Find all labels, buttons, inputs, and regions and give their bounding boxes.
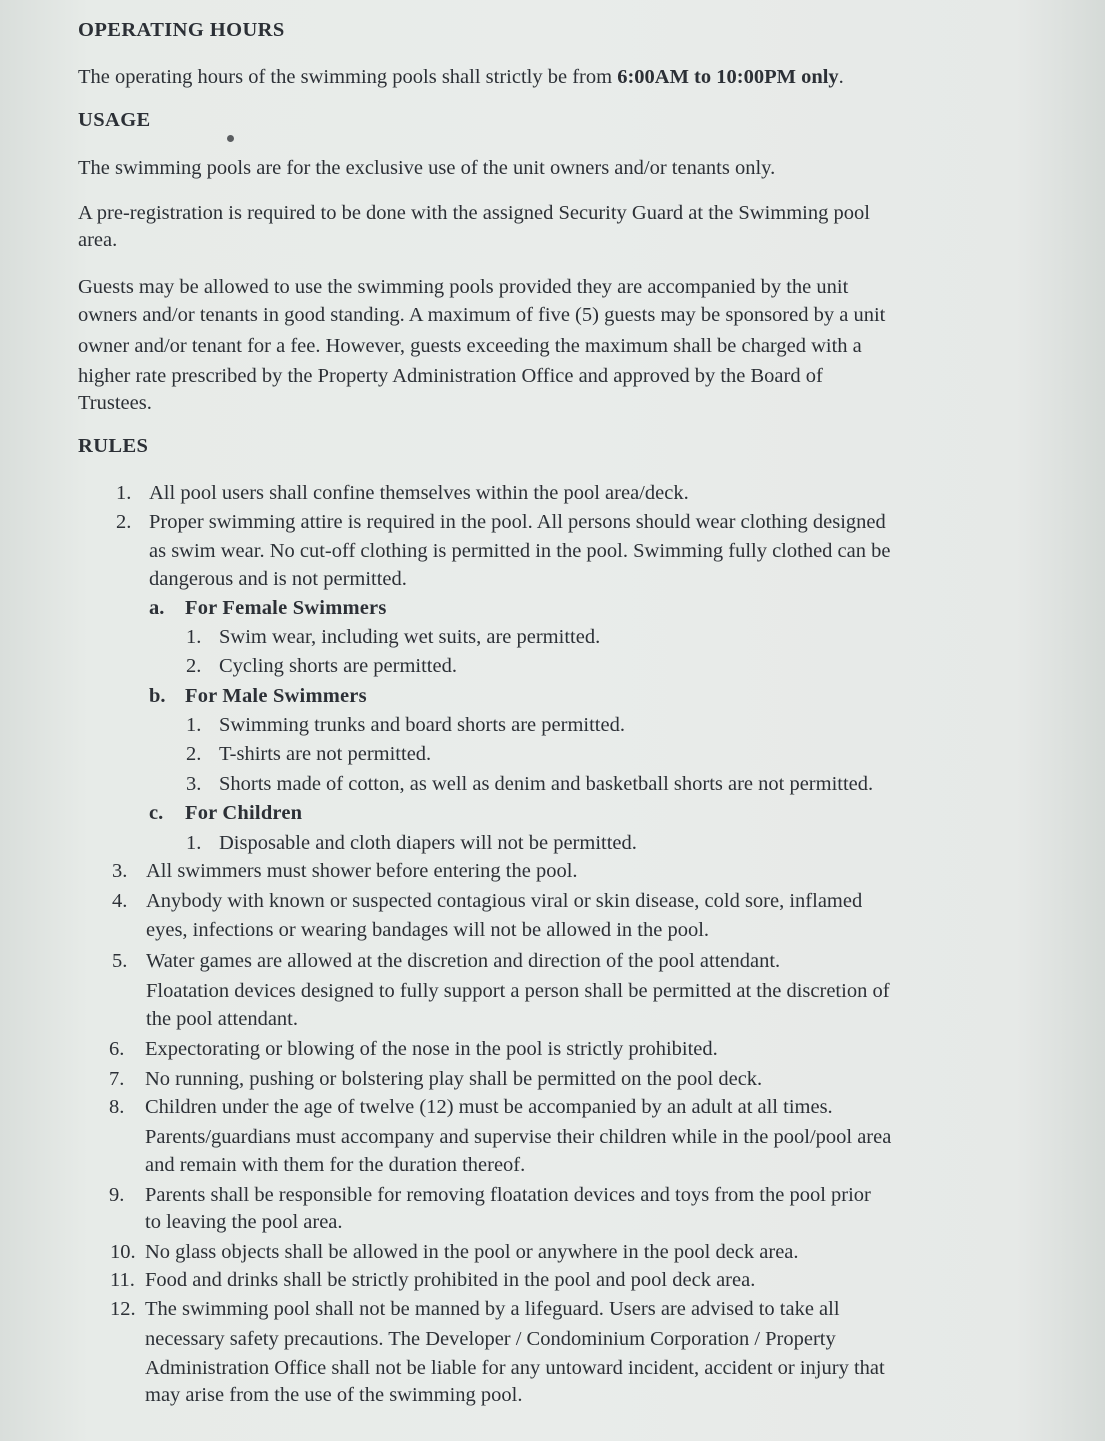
heading-operating-hours: OPERATING HOURS [78, 19, 285, 41]
rule-10: No glass objects shall be allowed in the pool or anywhere in the pool deck area. [145, 1241, 799, 1263]
rule-number: 10. [110, 1241, 136, 1263]
rule-8-line-3: and remain with them for the duration thereof. [145, 1154, 526, 1176]
rule-4-line-1: Anybody with known or suspected contagious viral or skin disease, cold sore, inflamed [146, 890, 863, 912]
rule-12-line-1: The swimming pool shall not be manned by a lifeguard. Users are advised to take all [145, 1298, 840, 1320]
rule-8-line-2: Parents/guardians must accompany and supervise their children while in the pool/pool area [145, 1126, 892, 1148]
rule-11: Food and drinks shall be strictly prohibited in the pool and pool deck area. [145, 1269, 756, 1291]
sub-marker: c. [149, 802, 164, 824]
ink-speck [227, 135, 234, 142]
rule-number: 5. [112, 950, 128, 972]
rule-5-line-2: Floatation devices designed to fully support a person shall be permitted at the discretion of [146, 980, 890, 1002]
rule-6: Expectorating or blowing of the nose in the pool is strictly prohibited. [145, 1038, 718, 1060]
subheading-female-swimmers: For Female Swimmers [185, 597, 387, 619]
sub-marker: b. [149, 685, 166, 707]
rule-9-line-1: Parents shall be responsible for removing floatation devices and toys from the pool prior [145, 1184, 871, 1206]
rule-2-line-2: as swim wear. No cut-off clothing is permitted in the pool. Swimming fully clothed can be [149, 540, 891, 562]
rule-number: 12. [110, 1298, 136, 1320]
rule-7: No running, pushing or bolstering play shall be permitted on the pool deck. [145, 1068, 763, 1090]
sub-marker: a. [149, 597, 165, 619]
operating-hours-suffix: . [838, 66, 844, 88]
heading-rules: RULES [78, 435, 149, 457]
usage-paragraph-2-line-2: area. [78, 229, 118, 251]
rule-number: 8. [109, 1096, 125, 1118]
subheading-male-swimmers: For Male Swimmers [185, 685, 367, 707]
operating-hours-times: 6:00AM to 10:00PM only [617, 66, 839, 88]
sub-item-number: 1. [186, 832, 202, 854]
usage-paragraph-3-line-4: higher rate prescribed by the Property Administration Office and approved by the Board of [78, 365, 823, 387]
rule-number: 3. [112, 860, 128, 882]
rule-5-line-3: the pool attendant. [146, 1008, 298, 1030]
rule-number: 4. [112, 890, 128, 912]
rule-number: 11. [110, 1269, 135, 1291]
usage-paragraph-3-line-3: owner and/or tenant for a fee. However, guests exceeding the maximum shall be charged with a [78, 335, 862, 357]
female-item-1: Swim wear, including wet suits, are permitted. [219, 626, 601, 648]
usage-paragraph-3-line-1: Guests may be allowed to use the swimming pools provided they are accompanied by the unit [78, 276, 849, 298]
rule-number: 1. [116, 482, 132, 504]
female-item-2: Cycling shorts are permitted. [219, 655, 457, 677]
rule-number: 9. [109, 1184, 125, 1206]
sub-item-number: 2. [186, 743, 202, 765]
rule-12-line-2: necessary safety precautions. The Developer / Condominium Corporation / Property [145, 1328, 836, 1350]
sub-item-number: 3. [186, 773, 202, 795]
rule-number: 7. [109, 1068, 125, 1090]
sub-item-number: 1. [186, 626, 202, 648]
rule-12-line-3: Administration Office shall not be liable for any untoward incident, accident or injury that [145, 1357, 885, 1379]
male-item-3: Shorts made of cotton, as well as denim and basketball shorts are not permitted. [219, 773, 874, 795]
usage-paragraph-3-line-2: owners and/or tenants in good standing. A maximum of five (5) guests may be sponsored by a unit [78, 304, 886, 326]
rule-12-line-4: may arise from the use of the swimming pool. [145, 1384, 523, 1406]
operating-hours-prefix: The operating hours of the swimming pools shall strictly be from [78, 66, 613, 88]
heading-usage: USAGE [78, 109, 151, 131]
subheading-children: For Children [185, 802, 303, 824]
rule-4-line-2: eyes, infections or wearing bandages will not be allowed in the pool. [146, 919, 710, 941]
rule-2-line-1: Proper swimming attire is required in the pool. All persons should wear clothing designed [149, 511, 886, 533]
usage-paragraph-1: The swimming pools are for the exclusive use of the unit owners and/or tenants only. [78, 157, 776, 179]
sub-item-number: 2. [186, 655, 202, 677]
rule-2-line-3: dangerous and is not permitted. [149, 568, 407, 590]
sub-item-number: 1. [186, 714, 202, 736]
rule-9-line-2: to leaving the pool area. [145, 1211, 343, 1233]
children-item-1: Disposable and cloth diapers will not be permitted. [219, 832, 637, 854]
rule-number: 6. [109, 1038, 125, 1060]
male-item-2: T-shirts are not permitted. [219, 743, 432, 765]
rule-8-line-1: Children under the age of twelve (12) must be accompanied by an adult at all times. [145, 1096, 833, 1118]
rule-1: All pool users shall confine themselves within the pool area/deck. [149, 482, 689, 504]
usage-paragraph-3-line-5: Trustees. [78, 392, 152, 414]
usage-paragraph-2-line-1: A pre-registration is required to be done with the assigned Security Guard at the Swimming pool [78, 202, 870, 224]
male-item-1: Swimming trunks and board shorts are permitted. [219, 714, 625, 736]
rule-number: 2. [116, 511, 132, 533]
rule-5-line-1: Water games are allowed at the discretion and direction of the pool attendant. [146, 950, 781, 972]
rule-3: All swimmers must shower before entering the pool. [146, 860, 578, 882]
operating-hours-text [78, 67, 844, 88]
